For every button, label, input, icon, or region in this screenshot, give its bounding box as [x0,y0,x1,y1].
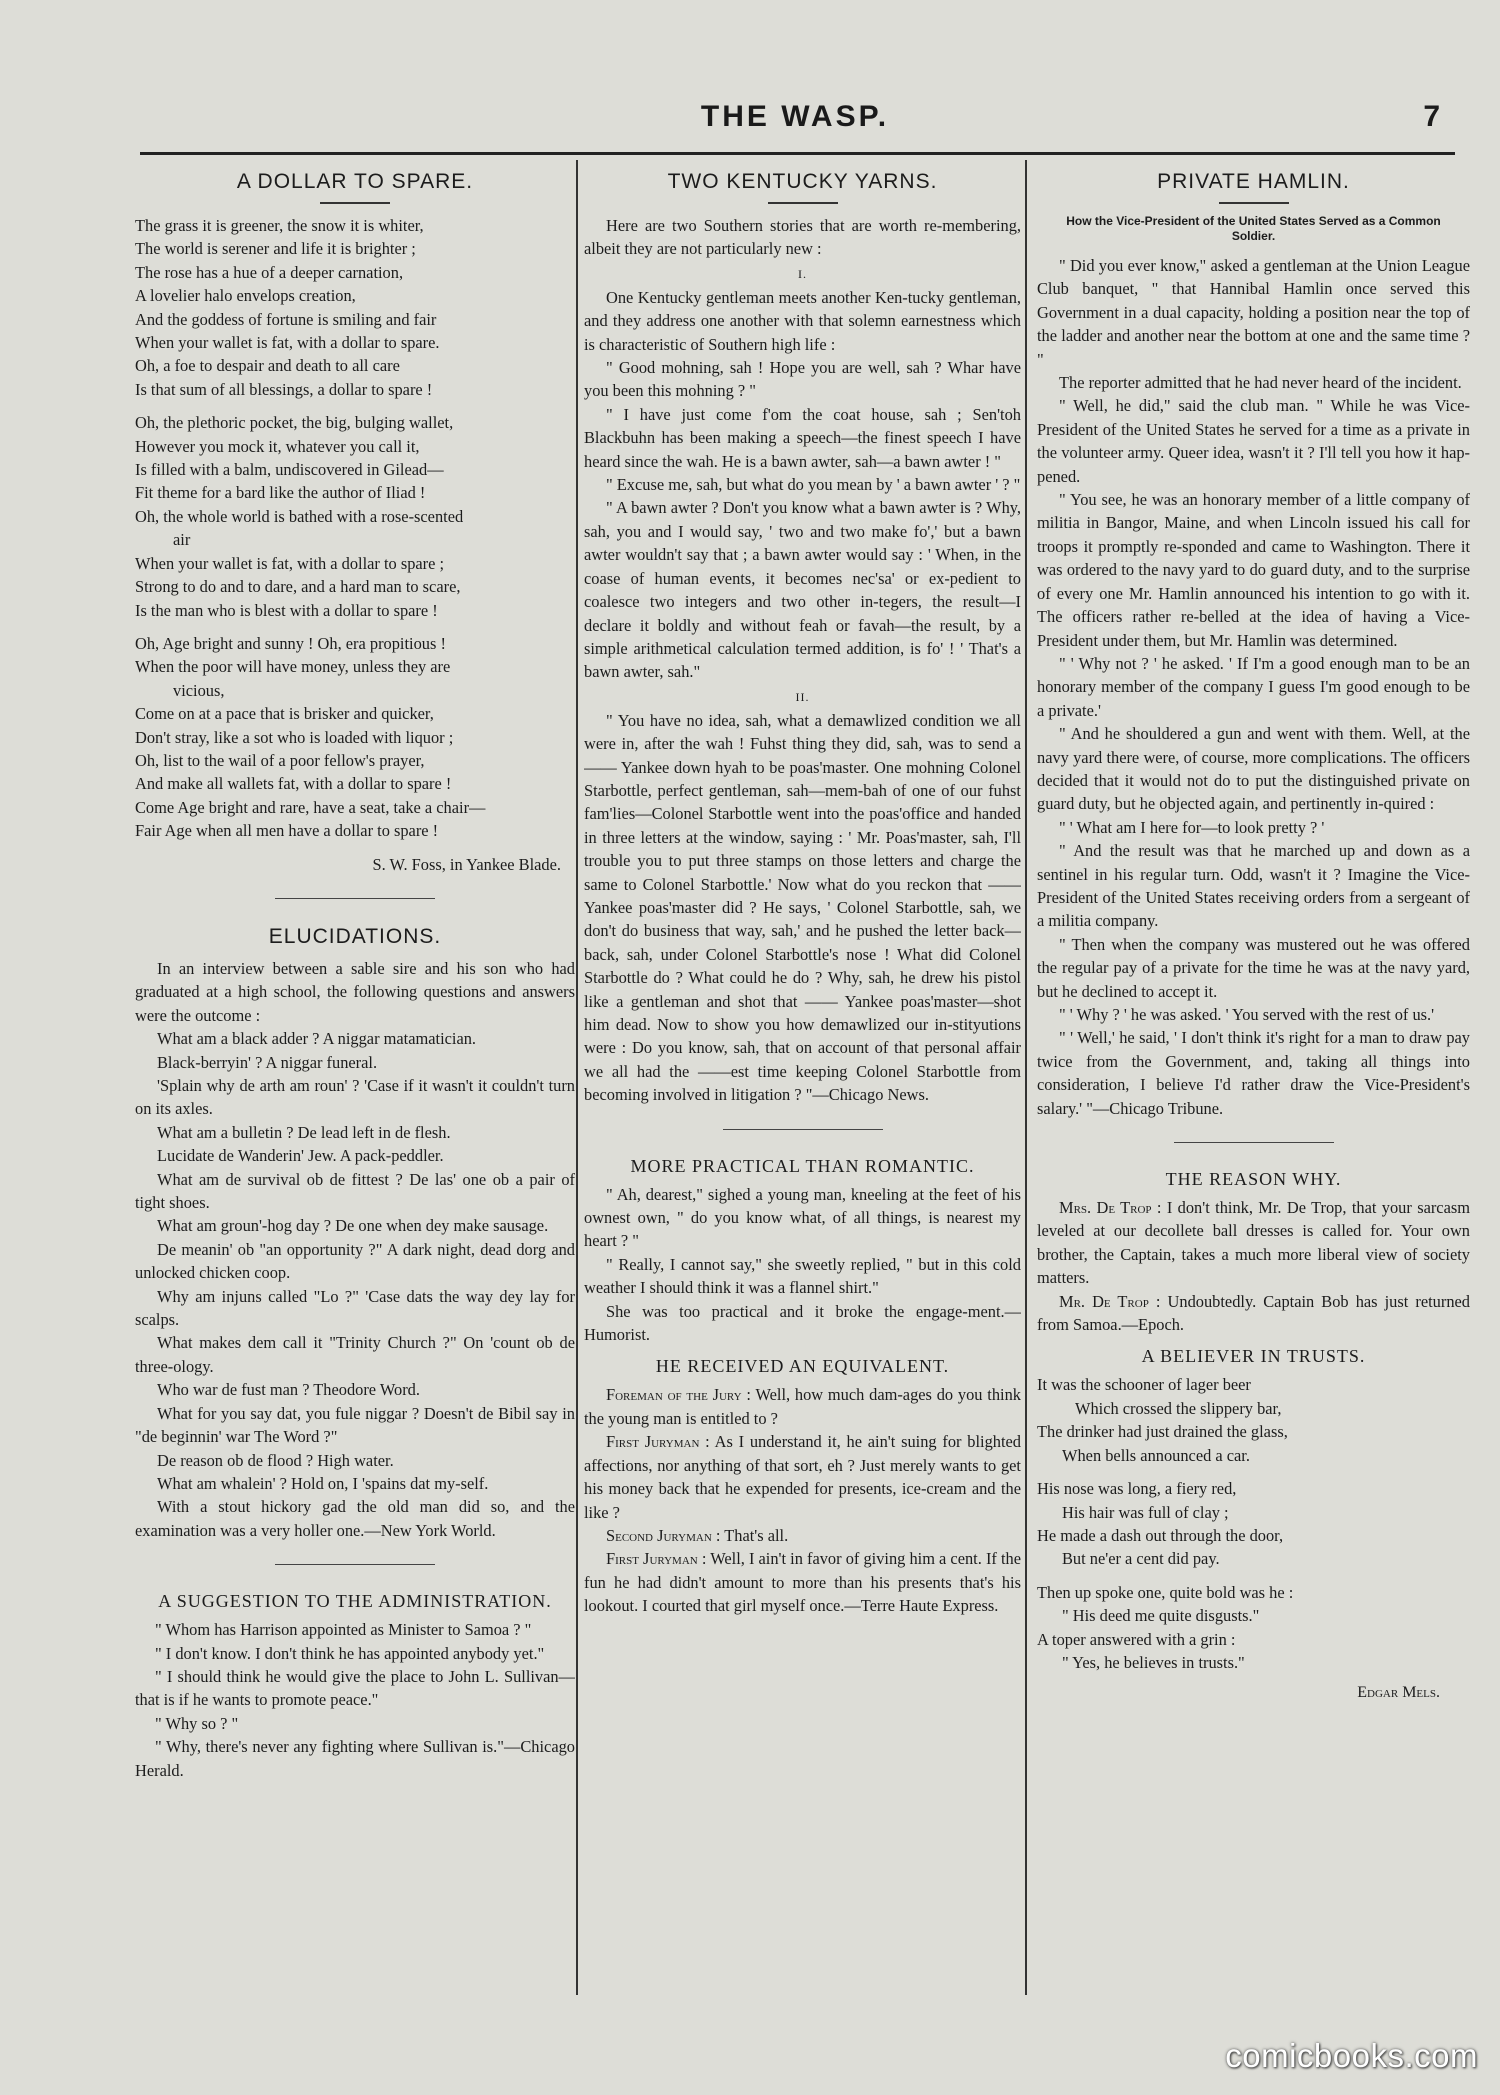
dialogue-text: That's all. [724,1525,789,1545]
stanza [1037,1477,1470,1571]
column-3 [1037,164,1470,2024]
article-title: A BELIEVER IN TRUSTS. [1141,1346,1366,1367]
paragraph: " And the result was that he marched up and down as a sentinel in his regular turn. Odd, wasn't it ? Imagine the Vice-President of the United States receiving orders from a sergeant of a militia company. [1037,841,1470,931]
verse-line: Oh, a foe to despair and death to all care [135,356,400,376]
paragraph: What makes dem call it "Trinity Church ?" On 'count ob de three-ology. [135,1333,575,1376]
verse-line: " His deed me quite disgusts." [1062,1606,1260,1626]
verse-line: When the poor will have money, unless they are [135,657,451,677]
article-title: ELUCIDATIONS. [268,924,442,948]
article-title: A SUGGESTION TO THE ADMINISTRATION. [158,1591,552,1612]
paragraph: " You have no idea, sah, what a demawlized condition we all were in, after the wah ! Fuhst thing they did, sah, was to send a —— Yankee down hyah to be poas'master. One mohning Colonel Starbottle, perfect gentleman, sah—mem-bah of one of our fuhst fam'lies—Colonel Starbottle went into the poas'office and handed in three letters at the window, saying : ' Mr. Poas'master, sah, I'll trouble you to put three stamps on those letters and charge the same to Colonel Starbottle.' Now what do you reckon that —— Yankee poas'master did ? He says, ' Colonel Starbottle, sah, we don't do business that way, sah,' and he pushed the letter back—back, sah, under Colonel Starbottle's nose ! What did Colonel Starbottle do ? What could he do ? Why, sah, he drew his pistol like a gentleman and shot that —— Yankee poas'master—shot him dead. Now to show you how demawlized our in-stityutions were : Do you know, sah, that on account of that personal affair we all had the ——est time keeping Colonel Starbottle from becoming involved in litigation ? "—Chicago News. [584,710,1021,1105]
verse-line: Fair Age when all men have a dollar to spare ! [135,821,439,841]
title-rule [1219,202,1289,204]
paragraph: " ' Why not ? ' he asked. ' If I'm a good enough man to be an honorary member of the company I guess I'm good enough to be a private.' [1037,653,1470,720]
paragraph: The reporter admitted that he had never heard of the incident. [1059,373,1462,393]
verse-line: His hair was full of clay ; [1062,1502,1229,1522]
speaker-label: Second Juryman : [606,1525,721,1545]
paragraph: " Ah, dearest," sighed a young man, kneeling at the feet of his ownest own, " do you know what, of all things, is nearest my heart ? " [584,1184,1021,1251]
paragraph: " You see, he was an honorary member of a little company of militia in Bangor, Maine, and when Lincoln issued his call for troops it promptly re-sponded and came to Washington. There it was ordered to the navy yard to do guard duty, and to the surprise of every one Mr. Hamlin announced his intention to go with it. The officers rather re-belled at the idea of having a Vice-President under them, but Mr. Hamlin was determined. [1037,490,1470,650]
watermark: comicbooks.com [1225,2037,1478,2074]
verse-line: When bells announced a car. [1062,1445,1250,1465]
verse-line: Then up spoke one, quite bold was he : [1037,1582,1294,1602]
speaker-label: Foreman of the Jury : [606,1385,751,1405]
dialogue-entry [584,1547,1021,1617]
part-numeral: I. [798,266,807,281]
column-divider [576,160,578,1995]
article-title: PRIVATE HAMLIN. [1157,170,1350,193]
dialogue-text: As I understand it, he ain't suing for blighted affections, nor anything of that sort, eh ? Just merely wants to get his money back that he expended for presents, ice-cream and the like ? [584,1432,1021,1522]
article-body [1037,254,1470,1120]
verse-line: Oh, list to the wail of a poor fellow's prayer, [135,750,425,770]
verse-line: Fit theme for a bard like the author of Iliad ! [135,483,426,503]
stanza [135,632,575,843]
masthead-rule [140,152,1455,155]
article-title: TWO KENTUCKY YARNS. [667,170,938,193]
dialogue-text: Well, I ain't in favor of giving him a cent. If the fun he had didn't amount to more than his presents that's his lookout. I courted that girl myself once.—Terre Haute Express. [584,1549,1021,1616]
paragraph: " I have just come f'om the coat house, sah ; Sen'toh Blackbuhn has been making a speech—the finest speech I have heard since the wah. He is a bawn awter, sah—a bawn awter ! " [584,404,1021,471]
paragraph: " And he shouldered a gun and went with them. Well, at the navy yard there were, of course, more complications. The officers decided that it would not do to put the distinguished private on guard duty, but he objected again, and pertinently in-quired : [1037,724,1470,814]
paragraph: " Why, there's never any fighting where Sullivan is."—Chicago Herald. [135,1737,575,1780]
verse-line: Which crossed the slippery bar, [1075,1398,1282,1418]
verse-line: Is filled with a balm, undiscovered in Gilead— [135,460,444,480]
article-dollar-to-spare [135,170,575,876]
article-believer-in-trusts [1037,1346,1470,1702]
article-title: HE RECEIVED AN EQUIVALENT. [655,1356,950,1377]
paragraph: " Why so ? " [155,1713,239,1733]
article-suggestion [135,1591,575,1782]
paragraph: Black-berryin' ? A niggar funeral. [157,1052,378,1072]
section-separator [723,1129,883,1130]
paragraph: " ' Why ? ' he was asked. ' You served with the rest of us.' [1059,1005,1435,1024]
article-body [584,1383,1021,1617]
paragraph: Lucidate de Wanderin' Jew. A pack-peddler. [157,1146,444,1166]
article-kentucky-yarns [584,170,1021,1107]
article-body [1037,1196,1470,1336]
verse-line: And make all wallets fat, with a dollar to spare ! [135,774,452,794]
article-elucidations [135,925,575,1542]
verse-line: He made a dash out through the door, [1037,1525,1284,1545]
article-body [584,1183,1021,1347]
poem-body [1037,1373,1470,1674]
article-body [135,957,575,1542]
stanza [1037,1581,1470,1675]
section-separator [1174,1142,1334,1143]
paragraph: " ' Well,' he said, ' I don't think it's right for a man to draw pay twice from the Government, and, taking all things into consideration, I believe I'd rather draw the Vice-President's salary.' "—Chicago Tribune. [1037,1028,1470,1118]
verse-line: A lovelier halo envelops creation, [135,286,356,306]
part-numeral: II. [795,689,810,704]
stanza [1037,1373,1470,1467]
dialogue-entry [1037,1196,1470,1290]
article-intro: Here are two Southern stories that are worth re-membering, albeit they are not particularly new : [584,216,1021,259]
paragraph: What am whalein' ? Hold on, I 'spains dat my-self. [157,1473,489,1493]
verse-line: The rose has a hue of a deeper carnation, [135,262,404,282]
verse-line: Is that sum of all blessings, a dollar to spare ! [135,379,433,399]
verse-line: And the goddess of fortune is smiling and fair [135,309,437,329]
column-2 [584,164,1021,2024]
article-title: A DOLLAR TO SPARE. [236,170,474,193]
attribution: S. W. Foss, in Yankee Blade. [372,854,561,874]
verse-line: The drinker had just drained the glass, [1037,1422,1288,1442]
poem-body [135,214,575,843]
paragraph: She was too practical and it broke the engage-ment.—Humorist. [584,1301,1021,1345]
article-reason-why [1037,1169,1470,1336]
verse-line: Come Age bright and rare, have a seat, take a chair— [135,797,486,817]
paragraph: 'Splain why de arth am roun' ? 'Case if it wasn't it couldn't turn on its axles. [135,1076,575,1119]
verse-line: The grass it is greener, the snow it is whiter, [135,216,424,235]
verse-line: " Yes, he believes in trusts." [1062,1652,1245,1672]
paragraph: " Well, he did," said the club man. " While he was Vice-President of the United States he served for a time as a private in the volunteer army. Queer idea, wasn't it ? I'll tell you how it hap-pened. [1037,396,1470,486]
column-divider [1025,160,1027,1995]
dialogue-entry [584,1383,1021,1430]
dialogue-entry [1037,1290,1470,1337]
paragraph: One Kentucky gentleman meets another Ken-tucky gentleman, and they address one another with that solemn earnestness which is characteristic of Southern high life : [584,287,1021,354]
verse-line: But ne'er a cent did pay. [1062,1549,1220,1569]
paragraph: " Then when the company was mustered out he was offered the regular pay of a private for the time he was at the navy yard, but he declined to accept it. [1037,934,1470,1001]
paragraph: " Whom has Harrison appointed as Minister to Samoa ? " [155,1620,532,1640]
page-number: 7 [1423,100,1440,133]
article-subtitle: How the Vice-President of the United States Served as a Common Soldier. [1066,214,1441,243]
speaker-label: Mr. De Trop : [1059,1291,1161,1311]
article-body [584,709,1021,1107]
title-rule [768,202,838,204]
verse-line: Come on at a pace that is brisker and quicker, [135,704,434,724]
verse-line: Oh, the plethoric pocket, the big, bulging wallet, [135,413,454,433]
verse-line: The world is serener and life it is brighter ; [135,239,416,259]
paragraph: " Good mohning, sah ! Hope you are well, sah ? Whar have you been this mohning ? " [584,358,1021,401]
article-equivalent [584,1356,1021,1617]
verse-line: air [173,530,191,550]
paragraph: Who war de fust man ? Theodore Word. [157,1380,420,1400]
section-separator [275,898,435,899]
paragraph: De reason ob de flood ? High water. [157,1450,394,1470]
paragraph: " I don't know. I don't think he has appointed anybody yet." [155,1643,545,1663]
article-more-practical [584,1156,1021,1347]
section-separator [275,1564,435,1565]
paragraph: De meanin' ob "an opportunity ?" A dark night, dead dorg and unlocked chicken coop. [135,1239,575,1283]
dialogue-text: I don't think, Mr. De Trop, that your sarcasm leveled at our decollete ball dresses is called for. Your own brother, the Captain, takes a much more liberal view of society matters. [1037,1198,1470,1288]
speaker-label: Mrs. De Trop : [1059,1198,1162,1218]
paragraph: " I should think he would give the place to John L. Sullivan—that is if he wants to promote peace." [135,1666,575,1710]
masthead [140,100,1450,140]
dialogue-text: Well, how much dam-ages do you think the young man is entitled to ? [584,1385,1021,1428]
title-rule [320,202,390,204]
signature: Edgar Mels. [1357,1684,1440,1702]
dialogue-entry [584,1524,1021,1547]
verse-line: Oh, the whole world is bathed with a rose-scented [135,506,464,526]
verse-line: vicious, [173,680,225,700]
verse-line: Don't stray, like a sot who is loaded with liquor ; [135,727,454,747]
verse-line: Is the man who is blest with a dollar to spare ! [135,600,438,620]
paragraph: What am groun'-hog day ? De one when dey make sausage. [157,1216,549,1236]
article-title: THE REASON WHY. [1165,1169,1342,1190]
article-body [135,1618,575,1782]
paragraph: " Did you ever know," asked a gentleman at the Union League Club banquet, " that Hannibal Hamlin once served this Government in a dual capacity, holding a position near the top of the ladder and another near the bottom at one and the same time ? " [1037,256,1470,369]
column-1 [135,164,575,2024]
paragraph: What am de survival ob de fittest ? De las' one ob a pair of tight shoes. [135,1169,575,1213]
masthead-title: THE WASP. [700,100,890,133]
verse-line: His nose was long, a fiery red, [1037,1479,1237,1499]
verse-line: It was the schooner of lager beer [1037,1375,1251,1395]
paragraph: What am a black adder ? A niggar matamatician. [157,1029,477,1049]
paragraph: What am a bulletin ? De lead left in de flesh. [157,1122,451,1142]
paragraph: " Excuse me, sah, but what do you mean by ' a bawn awter ' ? " [606,475,1021,495]
paragraph: " A bawn awter ? Don't you know what a bawn awter is ? Why, sah, you and I would say, ' two and two make fo',' but a bawn awter wouldn't say that ; a bawn awter would say : ' When, in the coase of human events, it becomes nec'sa' or ex-pedient to coalesce two integers and two other in-tegers, the result—I declare it boldly and without feah or favah—the result, by a simple arithmetical calculation termed addition, is fo' ! ' That's a bawn awter, sah." [584,498,1021,682]
paragraph: In an interview between a sable sire and his son who had graduated at a high school, the following questions and answers were the outcome : [135,958,575,1025]
verse-line: However you mock it, whatever you call it, [135,436,420,456]
verse-line: When your wallet is fat, with a dollar to spare. [135,333,440,353]
paragraph: What for you say dat, you fule niggar ? Doesn't de Bibil say in "de beginnin' war The Word ?" [135,1403,575,1447]
stanza [135,411,575,622]
article-body [584,286,1021,684]
article-title: MORE PRACTICAL THAN ROMANTIC. [630,1155,975,1176]
dialogue-entry [584,1430,1021,1524]
speaker-label: First Juryman : [606,1432,710,1452]
stanza [135,214,575,401]
verse-line: Strong to do and to dare, and a hard man to scare, [135,577,461,597]
paragraph: Why am injuns called "Lo ?" 'Case dats the way dey lay for scalps. [135,1286,575,1330]
speaker-label: First Juryman : [606,1549,707,1569]
article-private-hamlin [1037,170,1470,1120]
verse-line: A toper answered with a grin : [1037,1629,1236,1649]
dialogue-text: Undoubtedly. Captain Bob has just returned from Samoa.—Epoch. [1037,1291,1470,1335]
verse-line: Oh, Age bright and sunny ! Oh, era propitious ! [135,633,446,653]
verse-line: When your wallet is fat, with a dollar to spare ; [135,553,445,573]
paragraph: " Really, I cannot say," she sweetly replied, " but in this cold weather I should think it was a flannel shirt." [584,1254,1021,1298]
paragraph: " ' What am I here for—to look pretty ? ' [1059,817,1325,837]
paragraph: With a stout hickory gad the old man did so, and the examination was a very holler one.—New York World. [135,1497,575,1540]
